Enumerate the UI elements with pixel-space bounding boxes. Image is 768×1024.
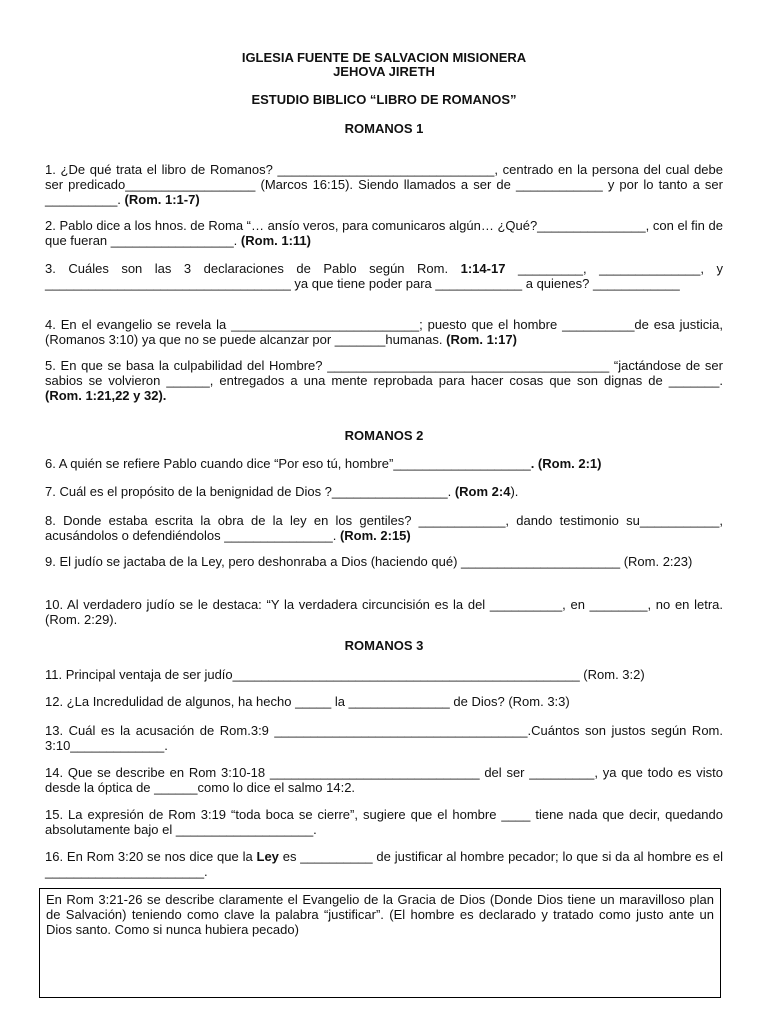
question-8: 8. Donde estaba escrita la obra de la ley en los gentiles? ____________, dando testimonio su___________, acusándolos o defendiéndolos _______________. (Rom. 2:15)	[45, 513, 723, 543]
question-4: 4. En el evangelio se revela la __________________________; puesto que el hombre __________de esa justicia, (Romanos 3:10) ya que no se puede alcanzar por _______humanas. (Rom. 1:17)	[45, 317, 723, 347]
church-name: IGLESIA FUENTE DE SALVACION MISIONERA	[241, 50, 527, 65]
question-7: 7. Cuál es el propósito de la benignidad de Dios ?________________. (Rom 2:4).	[45, 484, 519, 499]
question-6: 6. A quién se refiere Pablo cuando dice “Por eso tú, hombre”___________________. (Rom. 2:1)	[45, 456, 602, 471]
question-1: 1. ¿De qué trata el libro de Romanos? ______________________________, centrado en la persona del cual debe ser predicado__________________ (Marcos 16:15). Siendo llamados a ser de ____________ y por lo tanto a ser __________. (Rom. 1:1-7)	[45, 162, 723, 207]
question-3: 3. Cuáles son las 3 declaraciones de Pablo según Rom. 1:14-17 _________, ______________, y __________________________________ ya que tiene poder para ____________ a quienes? ____________	[45, 261, 723, 291]
question-2: 2. Pablo dice a los hnos. de Roma “… ansío veros, para comunicaros algún… ¿Qué?_______________, con el fin de que fueran _________________. (Rom. 1:11)	[45, 218, 723, 248]
church-subtitle: JEHOVA JIRETH	[333, 64, 435, 79]
question-9: 9. El judío se jactaba de la Ley, pero deshonraba a Dios (haciendo qué) ______________________ (Rom. 2:23)	[45, 554, 693, 569]
question-10: 10. Al verdadero judío se le destaca: “Y la verdadera circuncisión es la del __________, en ________, no en letra. (Rom. 2:29).	[45, 597, 723, 627]
summary-note-box: En Rom 3:21-26 se describe claramente el Evangelio de la Gracia de Dios (Donde Dios tiene un maravilloso plan de Salvación) teniendo como clave la palabra “justificar”. (El hombre es declarado y tratado como justo ante un Dios santo. Como si nunca hubiera pecado)	[39, 888, 721, 998]
question-15: 15. La expresión de Rom 3:19 “toda boca se cierre”, sugiere que el hombre ____ tiene nada que decir, quedando absolutamente bajo el ___________________.	[45, 807, 723, 837]
section-title-romanos-1: ROMANOS 1	[344, 121, 424, 136]
section-title-romanos-3: ROMANOS 3	[344, 638, 424, 653]
question-11: 11. Principal ventaja de ser judío________________________________________________ (Rom. 3:2)	[45, 667, 645, 682]
question-5: 5. En que se basa la culpabilidad del Hombre? _______________________________________ “jactándose de ser sabios se volvieron ______, entregados a una mente reprobada para hacer cosas que son dignas de _______. (Rom. 1:21,22 y 32).	[45, 358, 723, 403]
study-title: ESTUDIO BIBLICO “LIBRO DE ROMANOS”	[251, 92, 517, 107]
question-16: 16. En Rom 3:20 se nos dice que la Ley es __________ de justificar al hombre pecador; lo que si da al hombre es el ______________________.	[45, 849, 723, 879]
question-13: 13. Cuál es la acusación de Rom.3:9 ___________________________________.Cuántos son justos según Rom. 3:10_____________.	[45, 723, 723, 753]
question-14: 14. Que se describe en Rom 3:10-18 _____________________________ del ser _________, ya que todo es visto desde la óptica de ______como lo dice el salmo 14:2.	[45, 765, 723, 795]
section-title-romanos-2: ROMANOS 2	[344, 428, 424, 443]
question-12: 12. ¿La Incredulidad de algunos, ha hecho _____ la ______________ de Dios? (Rom. 3:3)	[45, 694, 570, 709]
